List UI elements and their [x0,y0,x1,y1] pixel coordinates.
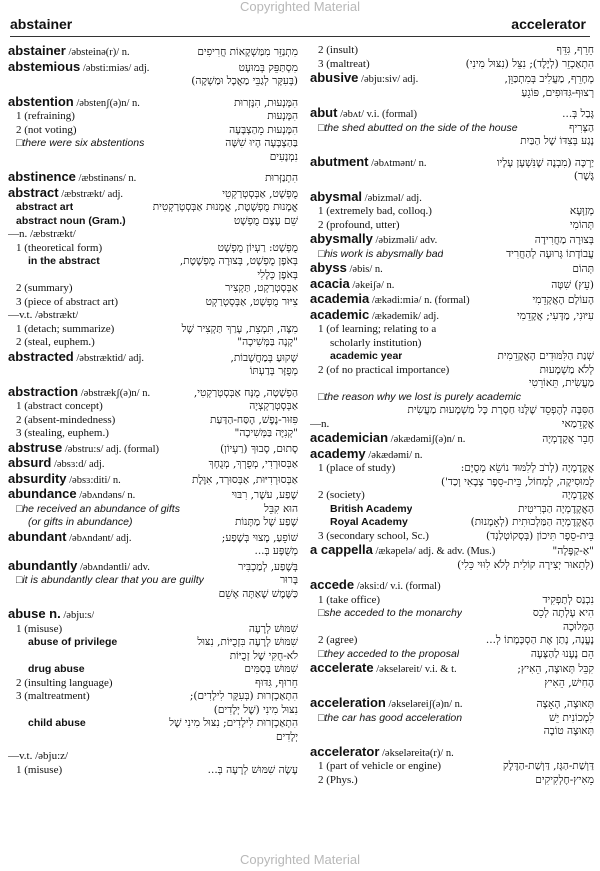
entry-line [310,634,594,648]
guide-word-right: accelerator [511,16,586,32]
hebrew-text: פִּזּוּר-נֶפֶשׁ, הֶסַּח-הַדַּעַת [209,413,298,426]
english-text: a cappella /ækəpelə/ adj. & adv. (Mus.) [310,543,496,557]
english-text: academic /ækədemik/ adj. [310,307,439,322]
english-text: —v.t. /əbstrækt/ [8,309,79,321]
entry-headword-line [310,578,594,594]
entry-headword-line [8,170,298,186]
entry-line [8,717,298,731]
english-text: □ the car has good acceleration [310,712,462,726]
entry-line [310,594,594,608]
hebrew-text: תְּהוֹם [572,263,594,275]
english-text: abundant /əbʌndənt/ adj. [8,529,132,544]
english-text: 2 (absent-mindedness) [16,413,116,426]
hebrew-text: דַּוְשַׁת-הַגָּז, דַּוְשַׁת-הַדֶּלֶק [503,760,594,772]
hebrew-text: שֵׁם עֶצֶם מֻפְשָׁט [233,214,298,227]
entry-line [8,255,298,269]
entry-headword-line [8,186,298,202]
hebrew-text: יַרְכָּה (מִבְנֶה שֶׁנִּשְׁעָן עָלָיו [496,156,594,169]
hebrew-text: עָשָׂה שִׁמּוּשׁ לְרָעָה בְּ... [207,763,298,776]
entry-line [8,336,298,350]
english-text: abstracted /əbstræktid/ adj. [8,349,145,364]
english-text: accede /əksi:d/ v.i. (formal) [310,578,441,592]
entry-headword-line [310,190,594,206]
entry-line [8,365,298,379]
entry-line [8,296,298,310]
english-text: abstract noun (Gram.) [16,214,126,227]
entry-headword-line [310,661,594,677]
english-text: □ the reason why we lost is purely academic [310,391,521,405]
hebrew-text: (עֵץ) שִׁטָּה [551,278,594,291]
entry-line [310,530,594,544]
entry-line [8,400,298,414]
english-text: 3 (secondary school, Sc.) [318,529,429,542]
hebrew-text: הִיא עָלְתָה לְכֵס [532,607,594,619]
english-text: 1 (abstract concept) [16,400,103,412]
entry-headword-line [8,472,298,488]
hebrew-text: סָתוּם, סָבוּךְ (רַעְיוֹן) [220,442,298,455]
entry-line [8,663,298,677]
english-text: academia /ækədi:miə/ n. (formal) [310,292,470,306]
english-text: abstemious /əbsti:miəs/ adj. [8,59,150,74]
watermark-top: Copyrighted Material [240,0,360,14]
hebrew-text: הִמָּנְעוּת [267,110,298,122]
hebrew-text: הַצְּרִיף [569,121,594,134]
entry-line [8,750,298,764]
english-text: abstract art [16,201,74,213]
english-text: 2 (insulting language) [16,676,113,689]
entry-line [8,242,298,256]
entry-headword-line [310,696,594,712]
entry-headword-line [8,530,298,546]
english-text: abutment /əbʌtmənt/ n. [310,154,427,169]
hebrew-text: בְּצוּרָה מַחֲרִידָה [534,234,594,246]
entry-line [310,337,594,351]
entry-headword-line [310,155,594,171]
entry-line [8,545,298,559]
english-text: □ the shed abutted on the side of the house [310,122,518,136]
english-text: 1 (of learning; relating to a [318,323,437,335]
entry-line [8,323,298,337]
entry-line [8,309,298,323]
hebrew-text: בְּשֶׁפַע, לְמַכְבִּיר [238,560,298,573]
entry-line [8,201,298,215]
hebrew-text: קִבֵּל תְּאוּצָה, הֵאִיץ; [517,663,594,675]
hebrew-text: אַבְּסְטְרַקְצְיָה [249,400,298,412]
entry-line [8,151,298,165]
hebrew-text: תְּאוּצָה טוֹבָה [543,725,594,737]
hebrew-text: מִסְתַּפֵּק בְּמוּעָט [238,61,298,74]
english-text: 2 (not voting) [16,123,77,136]
watermark-bottom: Copyrighted Material [240,852,360,867]
hebrew-text: (לְתֵאוּר יְצִירָה קוֹלִית לְלֹא לִוּוּי כֵּלִי) [457,558,594,571]
english-text: abundantly /əbʌndəntli/ adv. [8,558,150,573]
hebrew-text: גָּבַל בְּ... [562,108,594,120]
hebrew-text: הַמְּלוּכָה [562,620,594,633]
hebrew-text: הִמָּנְעוּת, הִנָּזְרוּת [233,96,298,109]
entry-line [310,516,594,530]
hebrew-text: שִׁמּוּשׁ לְרָעָה [248,622,298,635]
english-text: 1 (extremely bad, colloq.) [318,205,432,217]
hebrew-text: הָאֲקָדֶמְיָה הַבְּרִיטִית [518,502,594,515]
hebrew-text: שִׁמּוּשׁ לְרָעָה בִּזְכֻיּוֹת, נִצּוּל [197,636,298,648]
hebrew-text: נָגַע בְּצִדּוֹ שֶׁל הַבַּיִת [520,135,594,147]
hebrew-text: לְמוּסִיקָה, לְמָחוֹל, בֵּית-סֵפֶר צְבָאִי וְכַד') [440,475,594,488]
hebrew-text: לִמְכוֹנִית יֵשׁ [548,711,594,724]
entry-line [8,282,298,296]
entry-line [310,350,594,364]
hebrew-text: מְזַוְּעָא [569,205,594,217]
english-text: drug abuse [28,663,85,675]
hebrew-text: לֹא-חֻקִּי שֶׁל זְכֻיּוֹת [229,649,298,662]
hebrew-text: מְחָרֵף, מַעֲלִיב בְּמִתְכַּוֵּן, [504,73,594,85]
entry-line [8,731,298,745]
english-text: abstention /əbstenʃ(ə)n/ n. [8,94,140,109]
hebrew-text: שְׁנַת הַלִּמּוּדִים הָאֲקָדֵמִית [497,350,594,362]
hebrew-text: הָאֲקָדֶמְיָה הַמַּלְכוּתִית (לְאָמָנוּת) [470,516,594,528]
entry-headword-line [8,60,298,76]
english-text: —n. /æbstrækt/ [8,228,76,240]
english-text: 2 (agree) [318,634,358,646]
hebrew-text: מְשֻׁפָּע בְּ... [254,545,298,557]
hebrew-text: תְּאוּצָה, הָאָצָה [536,698,594,710]
hebrew-text: הָעוֹלָם הָאֲקָדֵמִי [532,294,594,306]
entry-headword-line [8,385,298,401]
english-text: abstruse /əbstru:s/ adj. (formal) [8,440,160,455]
hebrew-text: בָּרוּר [279,574,298,586]
english-text: 1 (detach; summarize) [16,322,115,335]
entry-line [8,414,298,428]
hebrew-text: מְפֻזָּר בְּדַעְתּוֹ [249,365,298,377]
english-text: abuse of privilege [28,636,118,648]
entry-line [8,75,298,89]
hebrew-text: חָבֵר אֲקָדֶמְיָה [542,433,594,445]
entry-headword-line [8,559,298,575]
english-text: 1 (refraining) [16,110,75,122]
english-text: 1 (misuse) [16,763,63,776]
hebrew-text: שֶׁפַע, עשֶׁר, רִבּוּי [231,489,298,501]
hebrew-text: (בְּעִקָּר לְגַבֵּי מַאֲכָל וּמַשְׁקֶה) [191,75,298,87]
entry-headword-line [310,745,594,761]
entry-line [8,110,298,124]
entry-line [8,588,298,602]
hebrew-text: נִכְנַס לְתַפְקִיד [542,593,594,606]
english-text: accelerate /əkseləreit/ v.i. & t. [310,661,457,675]
entry-headword-line [310,261,594,277]
entry-line [310,774,594,788]
hebrew-text: רְצוּף-גִּדּוּפִים, פּוֹגֵעַ [521,86,594,99]
entry-headword-line [8,44,298,60]
hebrew-text: נִצּוּל מִינִי (שֶׁל יְלָדִים) [213,703,298,716]
entry-headword-line [310,71,594,87]
english-text: 1 (take office) [318,593,381,606]
hebrew-text: נֶעֱנָה, נָתַן אֶת הַסְכָּמָתוֹ לְ... [485,634,594,646]
english-text: 1 (part of vehicle or engine) [318,760,442,772]
entry-line [310,559,594,573]
entry-line [8,516,298,530]
hebrew-text: שׁוֹפֵעַ, מָצוּי בְּשֶׁפַע; [221,531,298,544]
entry-line [8,677,298,691]
hebrew-text: מֻפְשָׁט, אַבְּסְטְרַקְטִי [222,187,298,200]
entry-line [310,712,594,726]
entry-line [310,170,594,184]
entry-headword-line [8,607,298,623]
english-text: abysmally /əbizməli/ adv. [310,232,438,246]
entry-headword-line [310,543,594,559]
hebrew-text: שָׁקוּעַ בְּמַחֲשָׁבוֹת, [230,351,298,364]
english-text: 2 (insult) [318,44,359,56]
entry-line [8,427,298,441]
entry-line [8,228,298,242]
hebrew-text: הִמָּנְעוּת מֵהַצְבָּעָה [229,123,298,136]
entry-line [310,404,594,418]
english-text: abyss /əbis/ n. [310,261,383,275]
entry-headword-line [8,441,298,457]
hebrew-text: מִתְנַזֵּר מִמַּשְׁקָאוֹת חֲרִיפִים [197,46,298,58]
hebrew-text: נִמְנָעִים [269,150,298,163]
entry-line [8,650,298,664]
english-text: □ he received an abundance of gifts [8,503,180,517]
entry-line [310,476,594,490]
english-text: 3 (stealing, euphem.) [16,427,109,439]
english-text: acacia /əkeiʃə/ n. [310,276,395,291]
hebrew-text: אֲקָדֶמְיָה (לְרֹב לְלִמּוּד נוֹשֵׂא מְסֻיָּם: [460,462,594,474]
entry-line [8,124,298,138]
left-column [8,44,298,834]
entry-line [310,648,594,662]
hebrew-text: שֶׁפַע שֶׁל מַתָּנוֹת [234,516,298,528]
hebrew-text: חֵרוּף, גִּדּוּף [255,676,298,689]
right-column [310,44,594,834]
english-text: 2 (summary) [16,282,73,294]
entry-line [310,377,594,391]
entry-line [8,636,298,650]
hebrew-text: אֲקָדֶמְיָה [562,489,594,501]
entry-line [310,462,594,476]
entry-headword-line [8,487,298,503]
english-text: abstract /æbstrækt/ adj. [8,185,124,200]
english-text: Royal Academy [330,516,408,528]
entry-line [310,607,594,621]
english-text: —n. [310,417,330,430]
hebrew-text: כַּשֶּׁמֶשׁ שֶׁאַתָּה אָשֵׁם [218,587,298,600]
entry-line [310,122,594,136]
entry-headword-line [310,308,594,324]
hebrew-text: תְּהוֹמִי [569,218,594,231]
english-text: □ his work is abysmally bad [310,248,443,262]
entry-line [310,364,594,378]
entry-line [310,219,594,233]
hebrew-text: עִיּוּנִי, מַדָּעִי; אֲקָדֵמִי [516,309,594,322]
hebrew-text: בֵּית-סֵפֶר תִּיכוֹן (בְּסְקוֹטְלַנְד) [486,529,594,542]
entry-line [310,248,594,262]
entry-line [8,215,298,229]
entry-headword-line [310,277,594,293]
english-text: abstraction /əbstrækʃ(ə)n/ n. [8,384,151,399]
entry-line [310,135,594,149]
entry-headword-line [310,232,594,248]
english-text: 1 (theoretical form) [16,241,103,254]
entry-line [310,760,594,774]
hebrew-text: בַּהַצְבָּעָה הָיוּ שִׁשָּׁה [225,137,298,149]
hebrew-text: הַסִּבָּה לְהֶפְסֵד שֶׁלָּנוּ חַסְרַת כָּל מַשְׁמָעוּת מַעֲשִׂית [407,404,594,416]
english-text: 3 (piece of abstract art) [16,295,118,308]
guide-word-left: abstainer [10,16,73,32]
english-text: 2 (society) [318,489,365,501]
english-text: scholarly institution) [330,336,422,349]
entry-line [8,704,298,718]
english-text: abundance /əbʌndəns/ n. [8,487,136,501]
entry-line [310,323,594,337]
english-text: abstainer /əbsteinə(r)/ n. [8,44,130,58]
english-text: British Academy [330,502,413,515]
entry-line [310,725,594,739]
entry-line [8,269,298,283]
entry-line [310,58,594,72]
english-text: 1 (place of study) [318,462,396,474]
hebrew-text: אֲקָדֵמַאי [561,417,594,430]
hebrew-text: לְלֹא מַשְׁמָעוּת [539,363,594,376]
english-text: □ it is abundantly clear that you are guilty [8,574,204,588]
hebrew-text: הִתְאַכְזְרוּת (בְּעִקָּר לִילָדִים); [189,690,298,702]
entry-line [8,137,298,151]
hebrew-text: הֶחִישׁ, הֵאִיץ [544,676,594,689]
entry-headword-line [8,456,298,472]
entry-line [8,690,298,704]
hebrew-text: מַעֲשִׂית, תֵּאוֹרֵטִי [528,377,594,389]
hebrew-text: הַפְשָׁטָה, מֻנָּח אַבְּסְטְרַקְטִי, [193,386,298,399]
hebrew-text: הִתְאַכְזֵר (לְיֶלֶד); נִצֵּל (נִצּוּל מִינִי) [465,57,594,70]
english-text: abstinence /æbstinəns/ n. [8,170,137,184]
hebrew-text: אַבְּסְטְרַקְט, תַּקְצִיר [225,282,298,294]
hebrew-text: "קְנִיָּה בַּמְּשִׁיכָה" [234,427,298,439]
english-text: 2 (Phys.) [318,773,358,786]
english-text: accelerator /əkseləreitə(r)/ n. [310,744,454,759]
entry-line [310,205,594,219]
entry-line [310,621,594,635]
hebrew-text: הוּא קִבֵּל [264,502,298,515]
english-text: □ there were six abstentions [8,137,144,151]
english-text: abusive /əbju:siv/ adj. [310,71,419,85]
hebrew-text: הִתְאַכְזְרוּת לִילָדִים; נִצּוּל מִינִי שֶׁל [169,717,298,729]
hebrew-text: גֶּשֶׁר) [573,170,594,182]
entry-line [8,764,298,778]
hebrew-text: בְּאֹפֶן כְּלָלִי [257,268,298,281]
english-text: (or gifts in abundance) [28,516,133,528]
english-text: —v.t. /əbju:z/ [8,750,69,762]
entry-line [310,489,594,503]
entry-line [310,503,594,517]
english-text: academic year [330,350,403,362]
entry-line [310,87,594,101]
english-text: abuse n. /əbju:s/ [8,607,95,621]
hebrew-text: מֻפְשָׁט: רַעְיוֹן מֻפְשָׁט [217,241,298,254]
entry-headword-line [310,292,594,308]
entry-line [310,391,594,405]
entry-line [8,503,298,517]
english-text: in the abstract [28,255,100,267]
hebrew-text: צִיּוּר מֻפְשָׁט, אַבְּסְטְרַקְט [205,295,298,308]
hebrew-text: יְלָדִים [275,730,298,743]
entry-headword-line [8,350,298,366]
english-text: academician /əkædəmiʃ(ə)n/ n. [310,431,466,445]
english-text: child abuse [28,717,86,729]
hebrew-text: הֵם נֶעֶנוּ לַהַצָּעָה [530,647,594,660]
english-text: 3 (maltreatment) [16,690,90,702]
english-text: 3 (maltreat) [318,57,370,70]
english-text: 2 (steal, euphem.) [16,336,95,348]
entry-headword-line [8,95,298,111]
entry-headword-line [310,447,594,463]
entry-line [310,418,594,432]
entry-headword-line [310,106,594,122]
hebrew-text: מֵאִיץ-חֶלְקִיקִים [535,773,594,786]
english-text: 2 (profound, utter) [318,218,400,231]
english-text: abysmal /əbizməl/ adj. [310,189,422,204]
english-text: □ she acceded to the monarchy [310,607,462,621]
hebrew-text: "קָנָה בַּמְּשִׁיכָה" [237,336,298,348]
entry-line [8,574,298,588]
hebrew-text: אַבְּסוּרְדִי, מְפֻרְךְ, מְגֻחָךְ [208,458,298,470]
english-text: acceleration /əkseləreiʃ(ə)n/ n. [310,696,463,710]
entry-line [310,677,594,691]
english-text: 2 (of no practical importance) [318,363,450,376]
hebrew-text: חֵרֵף, גִּדֵּף [556,44,594,56]
english-text: 1 (misuse) [16,622,63,635]
hebrew-text: בְּאֹפֶן מֻפְשָׁט, בְּצוּרָה מֻפְשֶׁטֶת, [179,255,298,267]
hebrew-text: אֳמָנוּת מֻפְשֶׁטֶת, אֳמָנוּת אַבְּסְטְרַקְטִית [152,201,298,213]
entry-line [310,44,594,58]
header-rule [10,36,590,37]
english-text: absurd /əbsɜ:d/ adj. [8,456,105,470]
english-text: academy /əkædəmi/ n. [310,446,423,461]
entry-headword-line [310,431,594,447]
english-text: absurdity /əbsɜ:diti/ n. [8,471,121,486]
hebrew-text: עֲבוֹדָתוֹ גְּרוּעָה לְהַחֲרִיד [506,247,594,260]
english-text: □ they acceded to the proposal [310,648,459,662]
hebrew-text: "אַ-קַפֶּלָה" [552,545,594,557]
english-text: abut /əbʌt/ v.i. (formal) [310,106,417,120]
hebrew-text: שִׁמּוּשׁ בְּסַמִּים [244,663,298,675]
hebrew-text: אַבְּסוּרְדִיּוּת, אַבְּסוּרְד, אִוֶּלֶת [192,473,298,486]
entry-line [8,623,298,637]
hebrew-text: הִתְנַזְּרוּת [264,172,298,184]
hebrew-text: מִצָּה, תִּמְצֵת, עָרַךְ תַּקְצִיר שֶׁל [181,322,298,335]
